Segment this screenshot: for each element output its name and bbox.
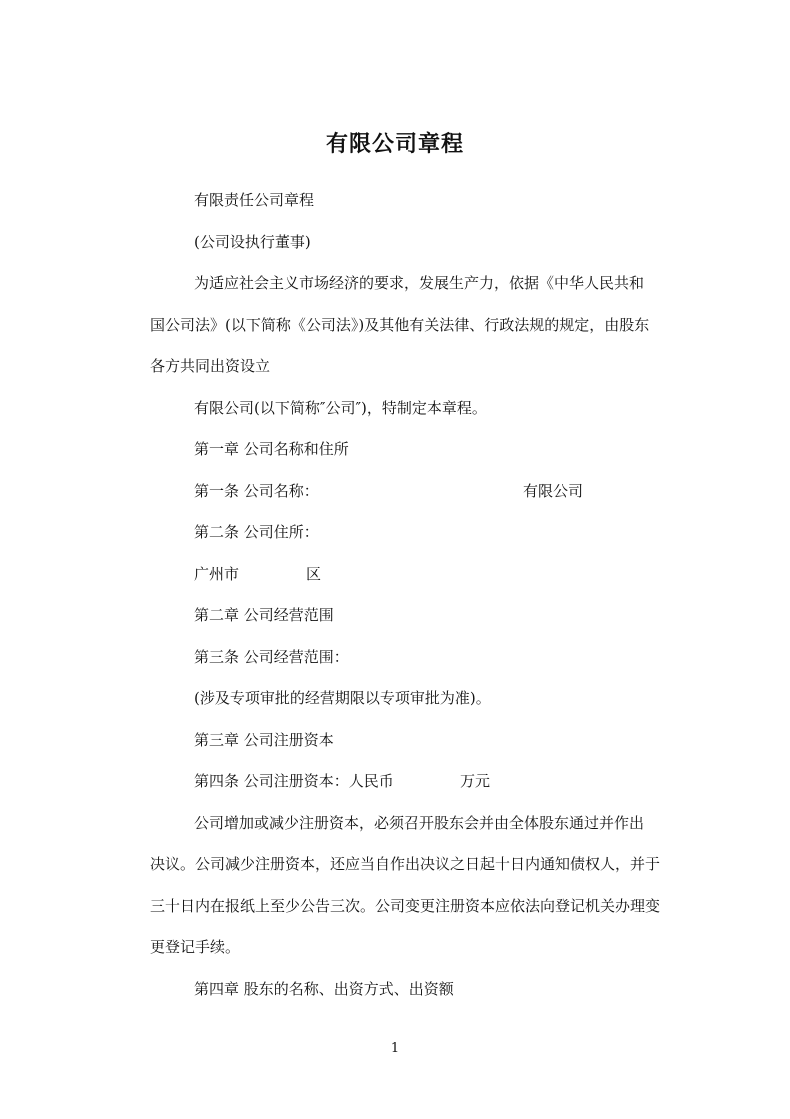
article-4-unit: 万元: [460, 772, 491, 790]
article-1-value: 有限公司: [523, 482, 584, 500]
address-city: 广州市: [194, 565, 240, 583]
page-number: 1: [390, 1041, 400, 1056]
preamble-line-3: 各方共同出资设立: [150, 357, 271, 375]
preamble-line-4: 有限公司(以下简称″公司″)，特制定本章程。: [194, 399, 487, 417]
preamble-line-1: 为适应社会主义市场经济的要求，发展生产力，依据《中华人民共和: [194, 274, 645, 292]
capital-para-line-3: 三十日内在报纸上至少公告三次。公司变更注册资本应依法向登记机关办理变: [150, 897, 661, 915]
preamble-line-2: 国公司法》(以下简称《公司法》)及其他有关法律、行政法规的规定，由股东: [150, 316, 650, 334]
document-title: 有限公司章程: [325, 131, 464, 157]
business-scope-note: (涉及专项审批的经营期限以专项审批为准)。: [194, 689, 491, 707]
chapter-2-heading: 第二章 公司经营范围: [194, 606, 334, 624]
capital-para-line-1: 公司增加或减少注册资本，必须召开股东会并由全体股东通过并作出: [194, 814, 645, 832]
capital-para-line-2: 决议。公司减少注册资本，还应当自作出决议之日起十日内通知债权人，并于: [150, 855, 661, 873]
article-3-label: 第三条 公司经营范围：: [194, 648, 349, 666]
article-4-label: 第四条 公司注册资本：人民币: [194, 772, 394, 790]
chapter-3-heading: 第三章 公司注册资本: [194, 731, 334, 749]
address-district: 区: [306, 565, 322, 583]
article-1-label: 第一条 公司名称：: [194, 482, 319, 500]
chapter-1-heading: 第一章 公司名称和住所: [194, 440, 349, 458]
subtitle-line: 有限责任公司章程: [194, 191, 315, 209]
chapter-4-heading: 第四章 股东的名称、出资方式、出资额: [194, 980, 454, 998]
article-2-label: 第二条 公司住所：: [194, 523, 319, 541]
subtitle-note: (公司设执行董事): [194, 233, 311, 251]
capital-para-line-4: 更登记手续。: [150, 938, 241, 956]
